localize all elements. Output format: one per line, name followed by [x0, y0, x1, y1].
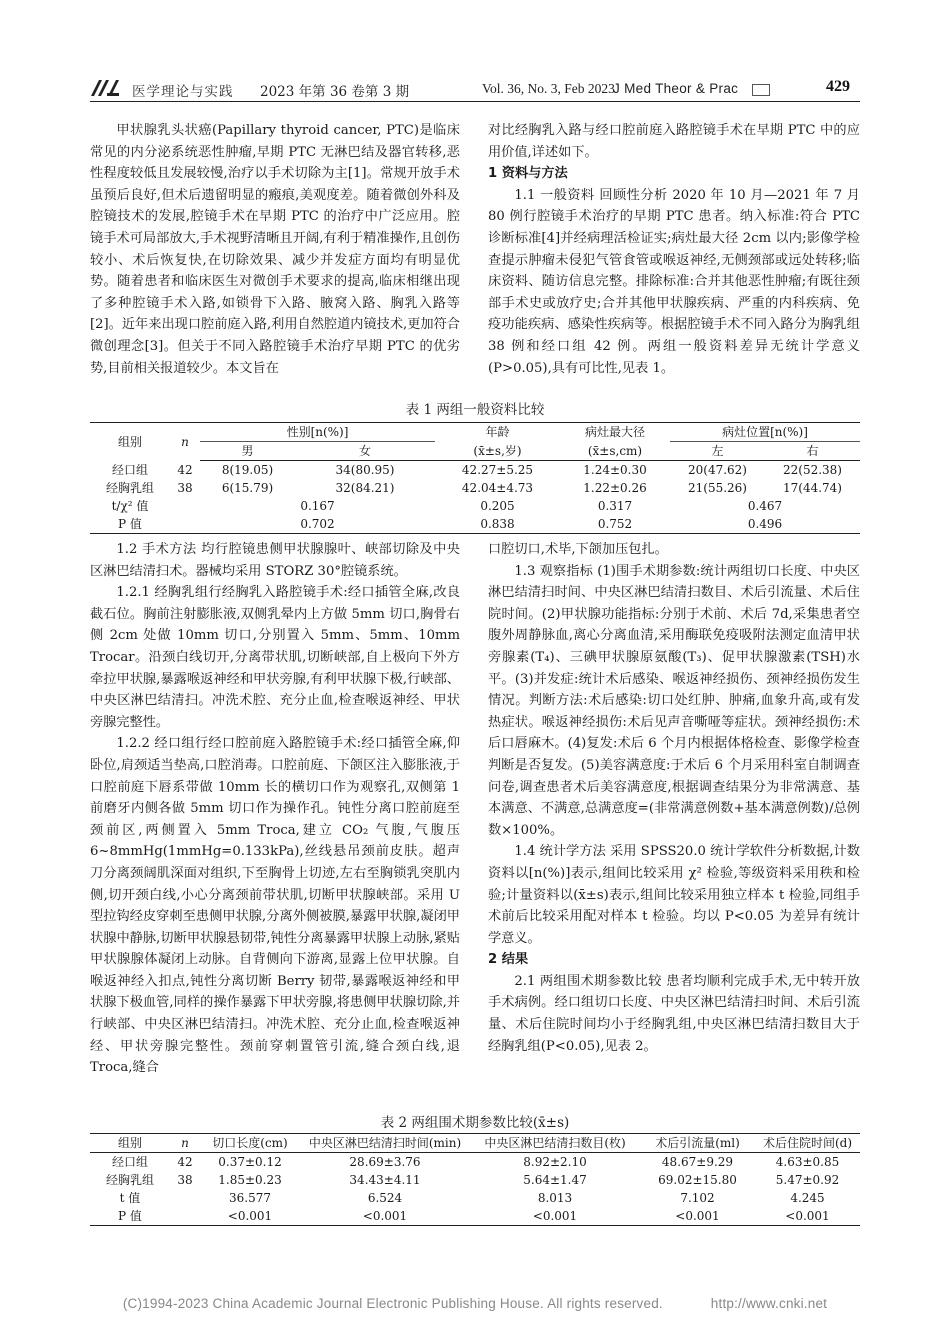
t1-cell: 经胸乳组: [105, 481, 154, 495]
t2-header: 中央区淋巴结清扫数目(枚): [470, 1134, 640, 1153]
copyright-footer: [0, 1296, 950, 1311]
table-row: [90, 515, 860, 534]
t1-cell: 1.22±0.26: [583, 481, 647, 495]
t1-h-group: 组别: [90, 423, 170, 461]
t1-cell: 0.205: [480, 499, 515, 513]
section-2-1-paragraph: 2.1 两组围术期参数比较 患者均顺利完成手术,无中转开放手术病例。经口组切口长度、中央区淋巴结清扫时间、术后引流量、术后住院时间均小于经胸乳组,中央区淋巴结清扫数目大于经胸乳组(P<0.05),见表 2。: [488, 973, 860, 1054]
t1-h-female: 女: [295, 442, 435, 461]
observation-column: [488, 539, 860, 1057]
table-row: [90, 479, 860, 497]
t1-cell: 6(15.79): [221, 481, 274, 495]
t2-cell: 48.67±9.29: [661, 1155, 734, 1169]
t1-h-age: 年龄: [435, 423, 560, 442]
running-header: [90, 78, 860, 102]
table-row: [90, 1207, 860, 1226]
t2-cell: [170, 1207, 200, 1226]
intro-column: [90, 120, 460, 379]
table1-caption: 表 1 两组一般资料比较: [405, 402, 545, 418]
section-1-1-paragraph: 1.1 一般资料 回顾性分析 2020 年 10 月—2021 年 7 月 80 例行腔镜手术治疗的早期 PTC 患者。纳入标准:符合 PTC 诊断标准[4]并经病理活检证实;病灶最大径 2cm 以内;影像学检查提示肿瘤未侵犯气管食管或喉返神经,无侧颈部或远处转移;临床资料、随访信息完整。排除标准:合并其他恶性肿瘤;有既往颈部手术史或放疗史;合并其他甲状腺疾病、严重的内科疾病、免疫功能疾病、感染性疾病等。根据腔镜手术不同入路分为胸乳组 38 例和经口组 42 例。两组一般资料差异无统计学意义(P>0.05),具有可比性,见表 1。: [488, 187, 860, 376]
t1-stat-label: t/χ² 值: [111, 499, 149, 513]
t2-cell: 经胸乳组: [105, 1173, 154, 1187]
t2-cell: P 值: [90, 1207, 170, 1226]
table-row: [90, 1189, 860, 1207]
t1-cell: 34(80.95): [335, 463, 395, 477]
t2-cell: 5.64±1.47: [523, 1173, 587, 1187]
t2-cell: 经口组: [111, 1155, 148, 1169]
t1-cell: 0.752: [560, 515, 670, 534]
issue-cn: 2023 年第 36 卷第 3 期: [260, 84, 410, 100]
t2-cell: <0.001: [300, 1207, 470, 1226]
t2-cell: 1.85±0.23: [218, 1173, 282, 1187]
t2-cell: 28.69±3.76: [349, 1155, 421, 1169]
t1-p-label: P 值: [90, 515, 170, 534]
t1-cell: 0.167: [300, 499, 335, 513]
cnki-link[interactable]: http://www.cnki.net: [710, 1296, 828, 1311]
section-1-title: 1 资料与方法: [488, 166, 568, 182]
section-1-2-1-paragraph: 1.2.1 经胸乳组行经胸乳入路腔镜手术:经口插管全麻,改良截石位。胸前注射膨胀液,双侧乳晕内上方做 5mm 切口,胸骨右侧 2cm 处做 10mm 切口,分别置入 5mm、5mm、10mm Trocar。沿颈白线切开,分离带状肌,切断峡部,自上极向下外方牵拉甲状腺,暴露喉返神经和甲状旁腺,有利甲状腺下极,行峡部、中央区淋巴结清扫。冲洗术腔、充分止血,检查喉返神经、甲状旁腺完整性。: [90, 585, 460, 730]
t2-cell: 6.524: [367, 1191, 403, 1205]
t1-cell: 42: [177, 462, 193, 477]
t1-h-sex: 性别[n(%)]: [200, 423, 435, 442]
page-number: 429: [826, 78, 850, 95]
t2-cell: 7.102: [680, 1191, 715, 1205]
surgery-column: [90, 539, 460, 1079]
t1-h-age-unit: (x̄±s,岁): [435, 442, 560, 461]
t2-cell: 5.47±0.92: [775, 1173, 840, 1187]
table-row: [90, 461, 860, 480]
copyright-text: (C)1994-2023 China Academic Journal Electronic Publishing House. All rights reserved.: [122, 1296, 663, 1311]
volume-en: Vol. 36, No. 3, Feb 2023: [482, 81, 615, 96]
t1-cell: [170, 497, 200, 515]
t2-cell: t 值: [119, 1191, 141, 1205]
section-1-4-paragraph: 1.4 统计学方法 采用 SPSS20.0 统计学软件分析数据,计数资料以[n(%)]表示,组间比较采用 χ² 检验,等级资料采用秩和检验;计量资料以(x̄±s)表示,组间比较采用独立样本 t 检验,同组手术前后比较采用配对样本 t 检验。均以 P<0.05 为差异有统计学意义。: [488, 844, 860, 946]
section-1-3-paragraph: 1.3 观察指标 (1)围手术期参数:统计两组切口长度、中央区淋巴结清扫时间、中央区淋巴结清扫数目、术后引流量、术后住院时间。(2)甲状腺功能指标:分别于术前、术后 7d,采集患者空腹外周静脉血,离心分离血清,采用酶联免疫吸附法测定血清甲状旁腺素(T₄)、三碘甲状腺原氨酸(T₃)、促甲状腺激素(TSH)水平。(3)并发症:统计术后感染、喉返神经损伤、颈神经损伤发生情况。判断方法:术后感染:切口处红肿、肿痛,血象升高,或有发热症状。喉返神经损伤:术后见声音嘶哑等症状。颈神经损伤:术后口唇麻木。(4)复发:术后 6 个月内根据体格检查、影像学检查判断是否复发。(5)美容满意度:于术后 6 个月采用科室自制调查问卷,调查患者术后美容满意度,根据调查结果分为非常满意、基本满意、不满意,总满意度=(非常满意例数+基本满意例数)/总例数×100%。: [488, 563, 860, 838]
t2-cell: 42: [177, 1155, 193, 1169]
t2-header: 中央区淋巴结清扫时间(min): [300, 1134, 470, 1153]
t1-cell: 0.467: [747, 499, 783, 513]
t2-header: 切口长度(cm): [200, 1134, 300, 1153]
section-2-title: 2 结果: [488, 952, 529, 968]
t1-h-n: n: [170, 423, 200, 461]
t1-cell: 42.04±4.73: [461, 481, 534, 495]
intro-continuation: 对比经胸乳入路与经口腔前庭入路腔镜手术在早期 PTC 中的应用价值,详述如下。: [488, 123, 860, 160]
journal-name-cn: 医学理论与实践: [132, 84, 234, 100]
header-box: [752, 84, 770, 96]
t1-cell: 20(47.62): [688, 463, 747, 477]
t2-header: 术后引流量(ml): [640, 1134, 755, 1153]
intro-paragraph: 甲状腺乳头状癌(Papillary thyroid cancer, PTC)是临床常见的内分泌系统恶性肿瘤,早期 PTC 无淋巴结及器官转移,恶性程度较低且发展较慢,治疗以手术切除为主[1]。常规开放手术虽预后良好,但术后遗留明显的瘢痕,美观度差。随着微创外科及腔镜技术的发展,腔镜手术在早期 PTC 的治疗中广泛应用。腔镜手术可局部放大,手术视野清晰且开阔,有利于精准操作,且创伤较小、术后恢复快,在切除效果、减少并发症方面均有明显优势。随着患者和临床医生对微创手术要求的提高,临床相继出现了多种腔镜手术入路,如锁骨下入路、腋窝入路、胸乳入路等[2]。近年来出现口腔前庭入路,利用自然腔道内镜技术,更加符合微创理念[3]。但关于不同入路腔镜手术治疗早期 PTC 的优劣势,目前相关报道较少。本文旨在: [90, 123, 460, 376]
t1-cell: 42.27±5.25: [461, 463, 534, 477]
journal-logo-icon: [90, 79, 120, 97]
t1-h-male: 男: [200, 442, 295, 461]
surgery-continuation: 口腔切口,术毕,下颌加压包扎。: [488, 542, 668, 557]
t2-cell: 4.63±0.85: [775, 1155, 840, 1169]
t1-cell: 0.838: [435, 515, 560, 534]
t2-cell: <0.001: [470, 1207, 640, 1226]
t1-cell: 0.496: [670, 515, 860, 534]
t1-cell: 8(19.05): [221, 463, 274, 477]
t2-cell: 36.577: [229, 1191, 271, 1205]
section-1-2-paragraph: 1.2 手术方法 均行腔镜患侧甲状腺腺叶、峡部切除及中央区淋巴结清扫术。器械均采用 STORZ 30°腔镜系统。: [90, 542, 460, 579]
t1-cell: 0.317: [597, 499, 633, 513]
t2-cell: 8.92±2.10: [523, 1155, 587, 1169]
t1-cell: 经口组: [111, 462, 148, 477]
t2-cell: <0.001: [755, 1207, 860, 1226]
t1-cell: 32(84.21): [335, 481, 395, 495]
t2-cell: 4.245: [790, 1191, 825, 1205]
table-row: [90, 497, 860, 515]
table2: [90, 1133, 860, 1226]
t1-h-size: 病灶最大径: [560, 423, 670, 442]
t2-header: 术后住院时间(d): [755, 1134, 860, 1153]
t2-cell: <0.001: [640, 1207, 755, 1226]
t1-h-size-unit: (x̄±s,cm): [560, 442, 670, 461]
t2-cell: 38: [177, 1173, 193, 1187]
t1-cell: 21(55.26): [688, 481, 747, 495]
t2-cell: 34.43±4.11: [349, 1173, 421, 1187]
t1-h-right: 右: [765, 442, 860, 461]
t2-header: 组别: [90, 1134, 170, 1153]
t1-cell: 38: [177, 481, 193, 495]
t1-cell: 1.24±0.30: [583, 463, 647, 477]
t1-cell: 17(44.74): [783, 481, 842, 495]
t2-header: n: [170, 1134, 200, 1153]
t1-cell: 22(52.38): [783, 463, 842, 477]
section-1-2-2-paragraph: 1.2.2 经口组行经口腔前庭入路腔镜手术:经口插管全麻,仰卧位,肩颈适当垫高,口腔消毒。口腔前庭、下颌区注入膨胀液,于口腔前庭下唇系带做 10mm 长的横切口作为观察孔,双侧第 1 前磨牙内侧各做 5mm 切口作为操作孔。钝性分离口腔前庭至颈前区,两侧置入 5mm Troca,建立 CO₂ 气腹,气腹压 6~8mmHg(1mmHg=0.133kPa),丝线悬吊颈前皮肤。超声刀分离颈阔肌深面对组织,下至胸骨上切迹,左右至胸锁乳突肌内侧,切开颈白线,小心分离颈前带状肌,切断甲状腺峡部。采用 U 型拉钩经皮穿刺至患侧甲状腺,分离外侧被膜,暴露甲状腺,凝闭甲状腺中静脉,切断甲状腺悬韧带,钝性分离暴露甲状腺上动脉,紧贴甲状腺腺体凝闭上动脉。自背侧向下游离,显露上位甲状腺。自喉返神经入扣点,钝性分离切断 Berry 韧带,暴露喉返神经和甲状腺下极血管,同样的操作暴露下甲状旁腺,将患侧甲状腺切除,并行峡部、中央区淋巴结清扫。冲洗术腔、充分止血,检查喉返神经、甲状旁腺完整性。颈前穿刺置管引流,缝合颈白线,退 Troca,缝合: [90, 736, 460, 1076]
journal-abbr: J Med Theor & Prac: [613, 81, 739, 96]
table-row: [90, 1153, 860, 1172]
table2-caption: 表 2 两组围术期参数比较(x̄±s): [380, 1115, 570, 1131]
t2-cell: [170, 1189, 200, 1207]
table1: [90, 422, 860, 534]
table-row: [90, 1171, 860, 1189]
t1-h-left: 左: [670, 442, 765, 461]
t1-cell: 0.702: [200, 515, 435, 534]
t2-cell: 69.02±15.80: [658, 1173, 737, 1187]
t2-cell: 0.37±0.12: [218, 1155, 282, 1169]
t2-cell: <0.001: [200, 1207, 300, 1226]
methods-column-top: [488, 120, 860, 379]
t1-cell: [170, 515, 200, 534]
t1-h-loc: 病灶位置[n(%)]: [670, 423, 860, 442]
t2-cell: 8.013: [537, 1191, 573, 1205]
